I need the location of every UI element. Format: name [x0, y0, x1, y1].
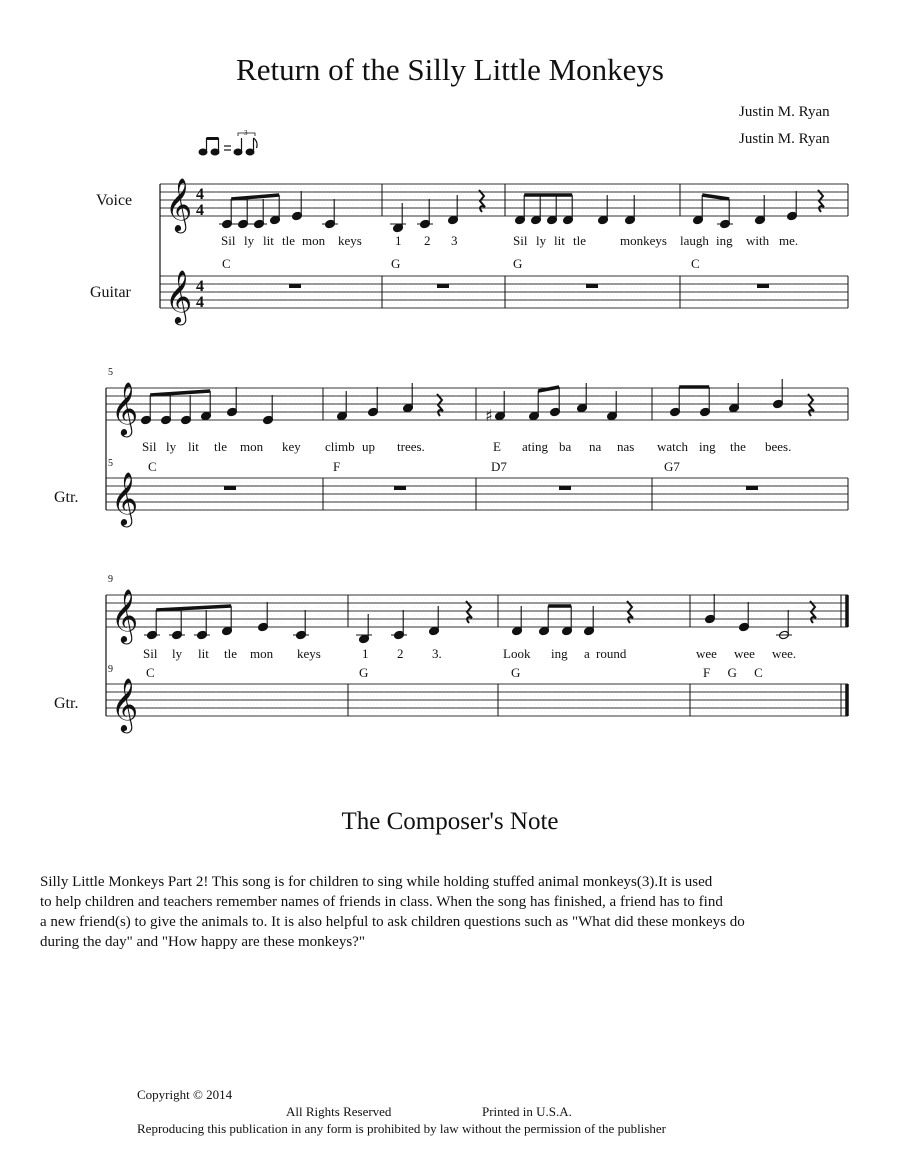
note-beam: [231, 195, 279, 199]
lyric-syllable: nas: [617, 439, 635, 454]
treble-clef: 𝄞: [111, 471, 139, 525]
lyric-syllable: mon: [250, 646, 274, 661]
composers-note-line: Silly Little Monkeys Part 2! This song is for children to sing while holding stuffed animal monkeys(3).It is used: [40, 874, 713, 890]
copyright-text: Copyright © 2014: [137, 1087, 233, 1102]
lyric-syllable: bees.: [765, 439, 792, 454]
whole-rest: [746, 486, 758, 490]
chord-symbol: G: [513, 256, 523, 271]
lyric-syllable: wee: [696, 646, 717, 661]
guitar-part-label-sys2: Gtr.: [54, 489, 79, 506]
lyric-syllable: tle: [282, 233, 295, 248]
lyric-syllable: 1: [395, 233, 402, 248]
lyric-syllable: climb: [325, 439, 355, 454]
whole-rest: [224, 486, 236, 490]
chord-symbol: C: [146, 665, 155, 680]
lyric-syllable: 2: [424, 233, 431, 248]
composers-note-line: during the day" and "How happy are these monkeys?": [40, 934, 365, 950]
measure-number: 5: [108, 458, 113, 469]
time-signature-bottom: 4: [196, 294, 204, 311]
lyric-syllable: wee: [734, 646, 755, 661]
time-signature-top: 4: [196, 278, 204, 295]
lyric-syllable: key: [282, 439, 301, 454]
treble-clef: 𝄞: [111, 588, 139, 642]
lyric-syllable: ing: [551, 646, 568, 661]
treble-clef: 𝄞: [165, 269, 193, 323]
sharp-accidental: ♯: [485, 406, 493, 425]
lyric-syllable: with: [746, 233, 770, 248]
lyric-syllable: mon: [240, 439, 264, 454]
lyric-syllable: Sil: [143, 646, 158, 661]
quarter-rest: [810, 601, 816, 623]
lyric-syllable: wee.: [772, 646, 797, 661]
lyric-syllable: E: [493, 439, 501, 454]
quarter-rest: [818, 190, 824, 212]
lyric-syllable: ly: [172, 646, 183, 661]
chord-symbol: G: [391, 256, 401, 271]
composers-note-line: a new friend(s) to give the animals to. It is also helpful to ask children questions such as "What did these monkeys do: [40, 914, 745, 930]
chord-symbol: G: [359, 665, 369, 680]
lyric-syllable: watch: [657, 439, 689, 454]
lyric-syllable: tle: [573, 233, 586, 248]
lyric-syllable: a: [584, 646, 590, 661]
lyric-syllable: Sil: [513, 233, 528, 248]
lyric-syllable: na: [589, 439, 602, 454]
note-beam: [702, 195, 729, 199]
measure-number: 5: [108, 367, 113, 378]
lyric-syllable: keys: [297, 646, 321, 661]
time-signature-top: 4: [196, 186, 204, 203]
quarter-rest: [808, 394, 814, 416]
reproduction-notice: Reproducing this publication in any form is prohibited by law without the permission of the publisher: [137, 1121, 666, 1136]
svg-text:3: 3: [244, 130, 248, 137]
lyric-syllable: lit: [198, 646, 209, 661]
lyricist-credit: Justin M. Ryan: [739, 131, 830, 147]
lyric-syllable: up: [362, 439, 375, 454]
lyric-syllable: monkeys: [620, 233, 667, 248]
measure-number: 9: [108, 664, 113, 675]
quarter-rest: [479, 190, 485, 212]
treble-clef: 𝄞: [111, 677, 139, 731]
lyric-syllable: mon: [302, 233, 326, 248]
lyric-syllable: ba: [559, 439, 572, 454]
chord-symbol: C: [691, 256, 700, 271]
treble-clef: 𝄞: [165, 177, 193, 231]
whole-rest: [559, 486, 571, 490]
lyric-syllable: ly: [244, 233, 255, 248]
chord-symbol: G7: [664, 459, 680, 474]
note-beam: [150, 391, 210, 395]
whole-rest: [437, 284, 449, 288]
voice-part-label: Voice: [96, 192, 133, 209]
lyric-syllable: 2: [397, 646, 404, 661]
chord-symbol: C: [222, 256, 231, 271]
lyric-syllable: keys: [338, 233, 362, 248]
lyric-syllable: Sil: [221, 233, 236, 248]
whole-rest: [394, 486, 406, 490]
lyric-syllable: 1: [362, 646, 369, 661]
lyric-syllable: lit: [554, 233, 565, 248]
lyric-syllable: lit: [188, 439, 199, 454]
chord-symbol: F: [333, 459, 341, 474]
chord-symbol: F G C: [703, 665, 763, 680]
guitar-part-label: Guitar: [90, 284, 131, 301]
rights-text: All Rights Reserved: [286, 1104, 392, 1119]
whole-rest: [757, 284, 769, 288]
lyric-syllable: ing: [716, 233, 733, 248]
lyric-syllable: tle: [214, 439, 227, 454]
quarter-rest: [627, 601, 633, 623]
whole-rest: [586, 284, 598, 288]
chord-symbol: G: [511, 665, 521, 680]
composers-note-body: [40, 872, 885, 952]
lyric-syllable: Look: [503, 646, 531, 661]
treble-clef: 𝄞: [111, 381, 139, 435]
whole-rest: [289, 284, 301, 288]
composers-note-heading: The Composer's Note: [341, 808, 559, 835]
quarter-rest: [437, 394, 443, 416]
lyric-syllable: 3.: [432, 646, 442, 661]
lyric-syllable: trees.: [397, 439, 425, 454]
composer-credit: Justin M. Ryan: [739, 104, 830, 120]
chord-symbol: D7: [491, 459, 507, 474]
quarter-rest: [466, 601, 472, 623]
printed-text: Printed in U.S.A.: [482, 1104, 572, 1119]
measure-number: 9: [108, 574, 113, 585]
lyric-syllable: lit: [263, 233, 274, 248]
lyric-syllable: laugh: [680, 233, 709, 248]
lyric-syllable: ing: [699, 439, 716, 454]
guitar-part-label-sys3: Gtr.: [54, 695, 79, 712]
lyric-syllable: round: [596, 646, 627, 661]
lyric-syllable: ly: [536, 233, 547, 248]
composers-note-line: to help children and teachers remember names of friends in class. When the song has finished, a friend has to find: [40, 894, 723, 910]
lyric-syllable: me.: [779, 233, 799, 248]
chord-symbol: C: [148, 459, 157, 474]
song-title: Return of the Silly Little Monkeys: [236, 52, 664, 87]
lyric-syllable: ating: [522, 439, 548, 454]
note-beam: [156, 606, 231, 610]
lyric-syllable: tle: [224, 646, 237, 661]
lyric-syllable: Sil: [142, 439, 157, 454]
time-signature-bottom: 4: [196, 202, 204, 219]
lyric-syllable: the: [730, 439, 746, 454]
lyric-syllable: ly: [166, 439, 177, 454]
lyric-syllable: 3: [451, 233, 458, 248]
